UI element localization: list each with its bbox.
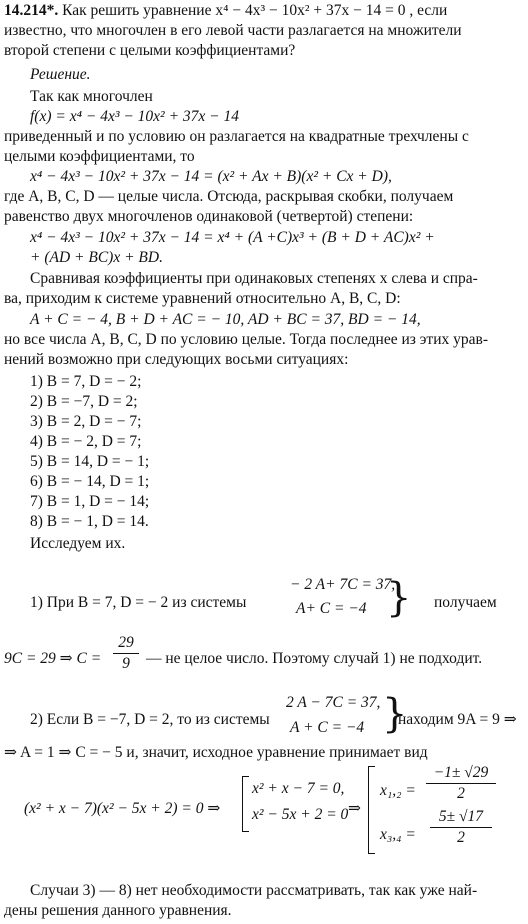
final-line-2: дены решения данного уравнения. [4,902,232,919]
solution-label: Решение. [30,66,91,83]
case-item: 1) B = 7, D = − 2; [30,373,142,390]
root-numerator-1: −1± √29 [433,764,489,781]
case1-system-eq2: A+ C = −4 [296,600,367,617]
problem-line-3: второй степени с целыми коэффициентами? [4,42,296,59]
formula-line: x⁴ − 4x³ − 10x² + 37x − 14 = (x² + Ax + B)(x² + Cx + D), [30,168,392,185]
fraction-denominator: 9 [122,655,130,672]
case-item: 8) B = − 1, D = 14. [30,513,149,530]
implies-arrow: ⇒ [348,800,361,817]
root-denominator-2: 2 [457,829,465,846]
text-line: равенство двух многочленов одинаковой (четвертой) степени: [4,208,414,225]
case1-tail: получаем [434,594,497,611]
case2-factor-eq2: x² − 5x + 2 = 0 [252,806,349,823]
case-item: 3) B = 2, D = − 7; [30,413,142,430]
formula-line: x⁴ − 4x³ − 10x² + 37x − 14 = x⁴ + (A +C)x³ + (B + D + AC)x² + [30,229,435,246]
formula-line: A + C = − 4, B + D + AC = − 10, AD + BC = 37, BD = − 14, [30,311,421,328]
left-bracket-icon [242,776,249,832]
case-item: 6) B = − 14, D = 1; [30,473,150,490]
problem-line-1 [4,2,447,20]
case2-system-eq1: 2 A − 7C = 37, [286,694,381,711]
text-line: нений возможно при следующих восьми ситуациях: [4,351,349,368]
case2-lead: 2) Если B = −7, D = 2, то из системы [30,711,270,728]
root-label-2: x₃,₄ = [380,826,416,843]
text-line: где A, B, C, D — целые числа. Отсюда, раскрывая скобки, получаем [4,188,454,205]
text-line: ва, приходим к системе уравнений относительно A, B, C, D: [4,290,401,307]
fraction-bar [430,827,492,828]
problem-number: 14.214*. [4,2,59,19]
case2-system-eq2: A + C = −4 [290,719,365,736]
case-item: 4) B = − 2, D = 7; [30,433,142,450]
case2-factor-eq1: x² + x − 7 = 0, [252,780,345,797]
right-brace-icon: } [382,691,408,737]
fraction-29-9 [113,634,139,673]
case-item: 5) B = 14, D = − 1; [30,453,150,470]
text-line: Так как многочлен [30,88,153,105]
case-item: 2) B = −7, D = 2; [30,393,138,410]
problem-text-1: Как решить уравнение x⁴ − 4x³ − 10x² + 37x − 14 = 0 , если [62,2,448,19]
case1-lead: 1) При B = 7, D = − 2 из системы [30,594,247,611]
text-line: Сравнивая коэффициенты при одинаковых степенях x слева и спра- [30,270,478,287]
root-fraction-2 [430,808,492,847]
fraction-bar [426,783,496,784]
case1-result-post: — не целое число. Поэтому случай 1) не подходит. [146,650,483,667]
formula-line: f(x) = x⁴ − 4x³ − 10x² + 37x − 14 [30,108,240,125]
final-line-1: Случаи 3) — 8) нет необходимости рассматривать, так как уже най- [30,882,478,899]
right-brace-icon: } [386,575,412,621]
text-line: приведенный и по условию он разлагается на квадратные трехчлены с [4,128,469,145]
root-denominator-1: 2 [457,785,465,802]
root-numerator-2: 5± √17 [438,808,484,825]
text-line: но все числа A, B, C, D по условию целые. Тогда последнее из этих урав- [4,331,488,348]
root-label-1: x₁,₂ = [380,782,416,799]
case2-line2: ⇒ A = 1 ⇒ C = − 5 и, значит, исходное уравнение принимает вид [4,744,428,761]
case2-tail: находим 9A = 9 ⇒ [398,711,517,728]
fraction-bar [113,653,139,654]
case1-system-eq1: − 2 A+ 7C = 37, [290,576,396,593]
fraction-numerator: 29 [118,634,134,651]
left-bracket-icon [368,766,375,854]
formula-line: + (AD + BC)x + BD. [30,249,163,266]
case1-result-pre: 9C = 29 ⇒ C = [4,650,102,667]
case-item: 7) B = 1, D = − 14; [30,493,150,510]
case2-equation: (x² + x − 7)(x² − 5x + 2) = 0 ⇒ [24,800,221,817]
problem-line-2: известно, что многочлен в его левой части разлагается на множители [4,22,462,39]
text-line: целыми коэффициентами, то [4,148,195,165]
root-fraction-1 [426,764,496,803]
explore-line: Исследуем их. [30,535,126,552]
